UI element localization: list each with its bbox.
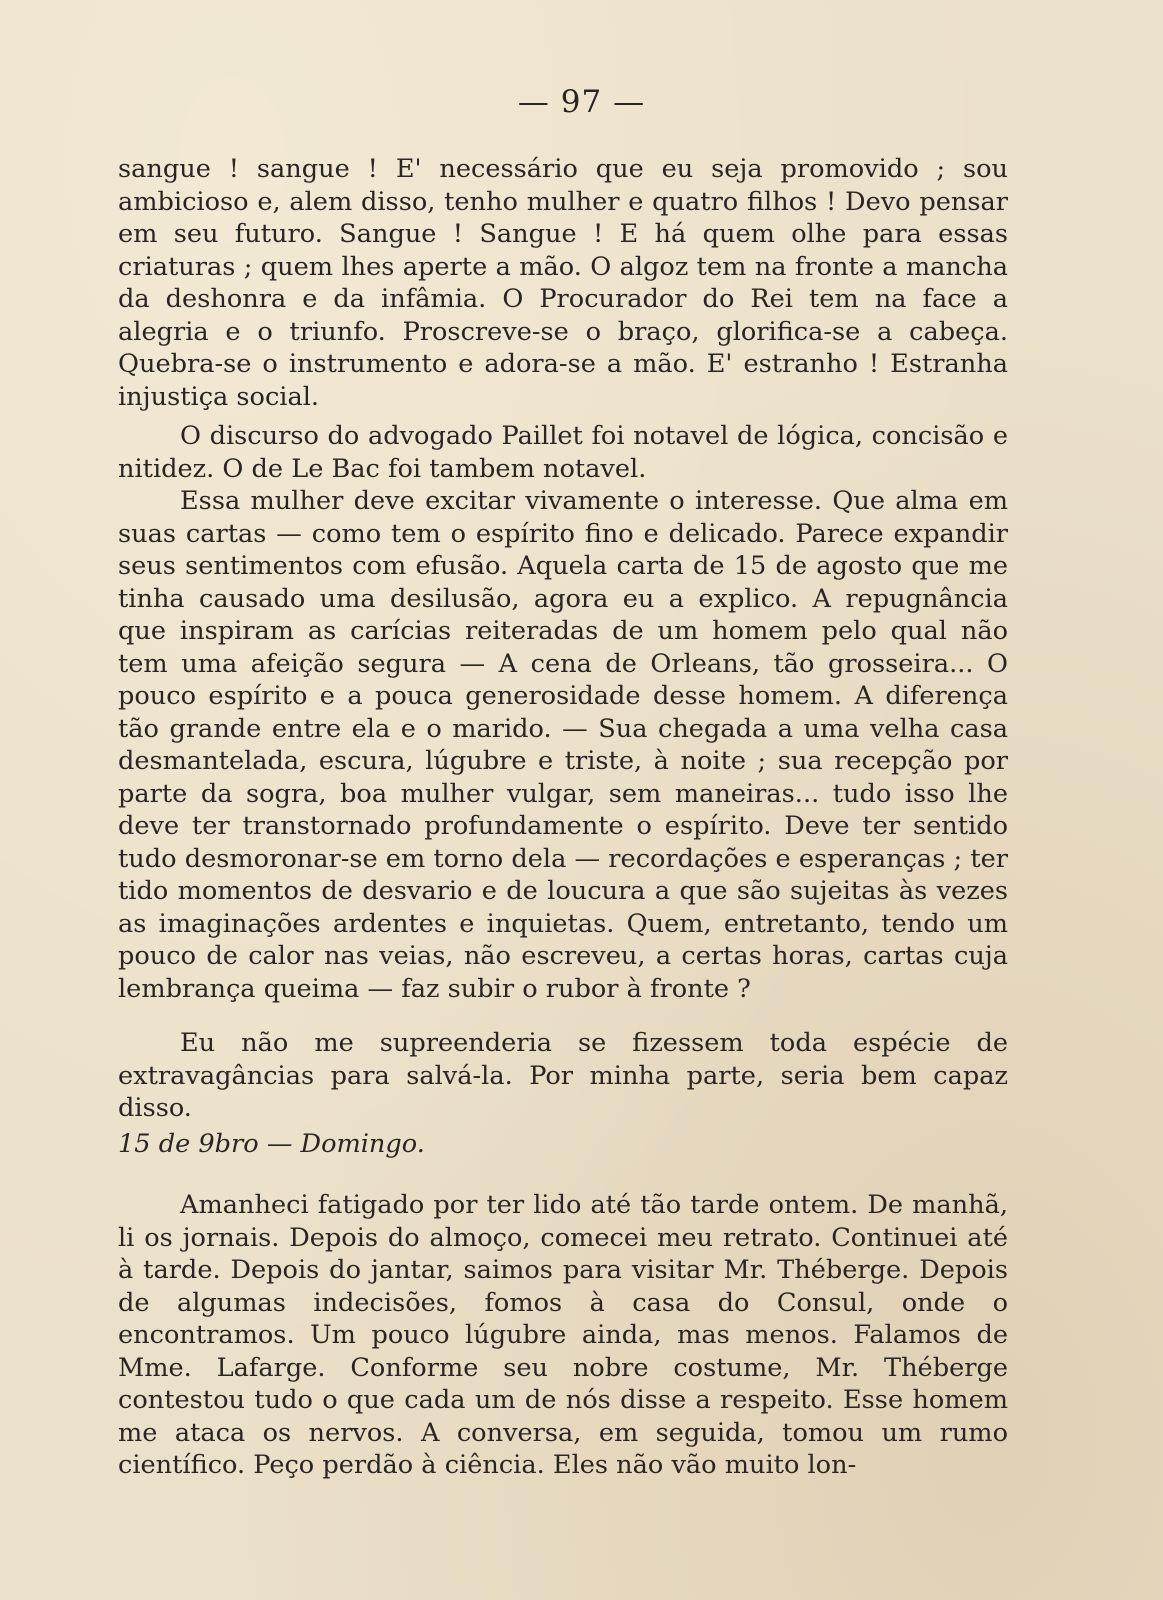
paragraph-group — [118, 420, 1008, 1005]
paragraph-4: Eu não me supreenderia se fizessem toda espécie de extravagâncias para salvá-la. Por minha parte, seria bem capaz disso. — [118, 1028, 1008, 1123]
paragraph-group-3 — [118, 1189, 1008, 1482]
paragraph-1: sangue ! sangue ! E' necessário que eu seja promovido ; sou ambicioso e, alem disso, tenho mulher e quatro filhos ! Devo pensar em seu futuro. Sangue ! Sangue ! E há quem olhe para essas criaturas ; quem lhes aperte a mão. O algoz tem na fronte a mancha da deshonra e da infâmia. O Procurador do Rei tem na face a alegria e o triunfo. Proscreve-se o braço, glorifica-se a cabeça. Quebra-se o instrumento e adora-se a mão. E' estranho ! Estranha injustiça social. — [118, 154, 1008, 412]
paragraph-3: Essa mulher deve excitar vivamente o interesse. Que alma em suas cartas — como tem o espírito fino e delicado. Parece expandir seus sentimentos com efusão. Aquela carta de 15 de agosto que me tinha causado uma desilusão, agora eu a explico. A repugnância que inspiram as carícias reiteradas de um homem pelo qual não tem uma afeição segura — A cena de Orleans, tão grosseira... O pouco espírito e a pouca generosidade desse homem. A diferença tão grande entre ela e o marido. — Sua chegada a uma velha casa desmantelada, escura, lúgubre e triste, à noite ; sua recepção por parte da sogra, boa mulher vulgar, sem maneiras... tudo isso lhe deve ter transtornado profundamente o espírito. Deve ter sentido tudo desmoronar-se em torno dela — recordações e esperanças ; ter tido momentos de desvario e de loucura a que são sujeitas às vezes as imaginações ardentes e inquietas. Quem, entretanto, tendo um pouco de calor nas veias, não escreveu, a certas horas, cartas cuja lembrança queima — faz subir o rubor à fronte ? — [118, 486, 1008, 1004]
paragraph-group-2 — [118, 1027, 1008, 1125]
paragraph-2: O discurso do advogado Paillet foi notavel de lógica, concisão e nitidez. O de Le Bac foi tambem notavel. — [118, 421, 1008, 484]
page-number: — 97 — — [517, 84, 646, 120]
diary-date-heading: 15 de 9bro — Domingo. — [118, 1129, 425, 1159]
paragraph-5: Amanheci fatigado por ter lido até tão tarde ontem. De manhã, li os jornais. Depois do almoço, comecei meu retrato. Continuei até à tarde. Depois do jantar, saimos para visitar Mr. Théberge. Depois de algumas indecisões, fomos à casa do Consul, onde o encontramos. Um pouco lúgubre ainda, mas menos. Falamos de Mme. Lafarge. Conforme seu nobre costume, Mr. Théberge contestou tudo o que cada um de nós disse a respeito. Esse homem me ataca os nervos. A conversa, em seguida, tomou um rumo científico. Peço perdão à ciência. Eles não vão muito lon- — [118, 1190, 1008, 1480]
paragraph-continuation — [118, 153, 1008, 413]
